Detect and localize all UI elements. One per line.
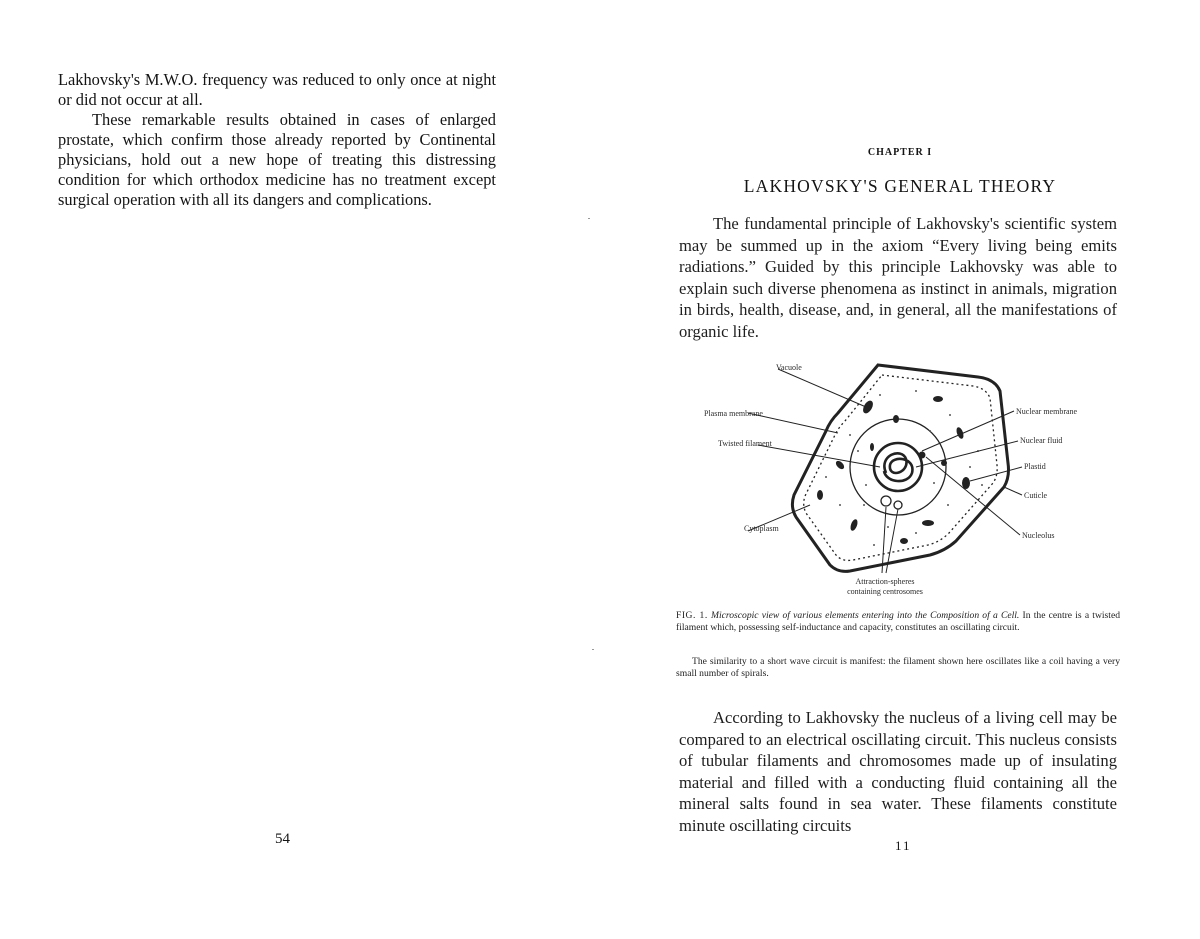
- centrosome-2: [894, 501, 902, 509]
- plasma-membrane: [804, 375, 997, 560]
- plastids: [817, 396, 970, 544]
- left-page-number: 54: [275, 831, 290, 847]
- label-plasma-membrane: Plasma membrane: [704, 409, 763, 418]
- figure-title: Microscopic view of various elements entering into the Composition of a Cell.: [710, 610, 1020, 621]
- label-cytoplasm: Cytoplasm: [744, 524, 779, 533]
- label-cuticle: Cuticle: [1024, 491, 1048, 500]
- caption-text-2: The similarity to a short wave circuit is manifest: the filament shown here oscillates like a coil having a very small number of spirals.: [676, 656, 1120, 679]
- right-paragraph-2: [679, 707, 1117, 836]
- twisted-filament: [884, 453, 912, 481]
- label-nuclear-fluid: Nuclear fluid: [1020, 436, 1063, 445]
- cell-diagram: [690, 355, 1110, 605]
- caption-text-1: In the centre is a twisted filament which, possessing self-inductance and capacity, constitutes an oscillating circuit.: [676, 610, 1121, 633]
- label-nucleolus: Nucleolus: [1022, 531, 1055, 540]
- label-vacuole: Vacuole: [776, 363, 802, 372]
- label-attraction-spheres: [810, 577, 960, 597]
- label-attraction-spheres-line-2: containing centrosomes: [847, 587, 923, 596]
- figure-number: FIG. 1.: [676, 610, 708, 621]
- left-page-text: [58, 70, 496, 210]
- chapter-title: LAKHOVSKY'S GENERAL THEORY: [743, 176, 1057, 196]
- label-attraction-spheres-line-1: Attraction-spheres: [855, 577, 915, 586]
- label-nuclear-membrane: Nuclear membrane: [1016, 407, 1078, 416]
- cell-figure: [690, 355, 1110, 605]
- chapter-label: CHAPTER I: [867, 147, 933, 158]
- right-paragraph-1: [679, 213, 1117, 342]
- right-page: [600, 0, 1200, 939]
- centrosome-1: [881, 496, 891, 506]
- right-page-number: 11: [895, 838, 912, 853]
- label-twisted-filament: Twisted filament: [718, 439, 772, 448]
- scan-speck: [592, 649, 594, 650]
- nuclear-membrane: [874, 443, 922, 491]
- paragraph-2-text: According to Lakhovsky the nucleus of a living cell may be compared to an electrical oscillating circuit. This nucleus consists of tubular filaments and chromosomes made up of insulating material and filled with a conducting fluid containing all the mineral salts found in sea water. These filaments constitute minute oscillating circuits: [679, 708, 1117, 835]
- left-paragraph-2: These remarkable results obtained in cases of enlarged prostate, which confirm those already reported by Continental physicians, hold out a new hope of treating this distressing condition for which orthodox medicine has no treatment except surgical operation with all its dangers and complications.: [58, 110, 496, 209]
- paragraph-1-text: The fundamental principle of Lakhovsky's scientific system may be summed up in the axiom “Every living being emits radiations.” Guided by this principle Lakhovsky was able to explain such diverse phenomena as instinct in animals, migration in birds, health, disease, and, in general, all the manifestations of organic life.: [679, 214, 1117, 341]
- left-paragraph-1: Lakhovsky's M.W.O. frequency was reduced to only once at night or did not occur at all.: [58, 70, 496, 109]
- scan-speck: [588, 218, 590, 219]
- nucleolus-dot: [919, 452, 925, 458]
- figure-caption: [676, 610, 1120, 634]
- label-plastid: Plastid: [1024, 462, 1046, 471]
